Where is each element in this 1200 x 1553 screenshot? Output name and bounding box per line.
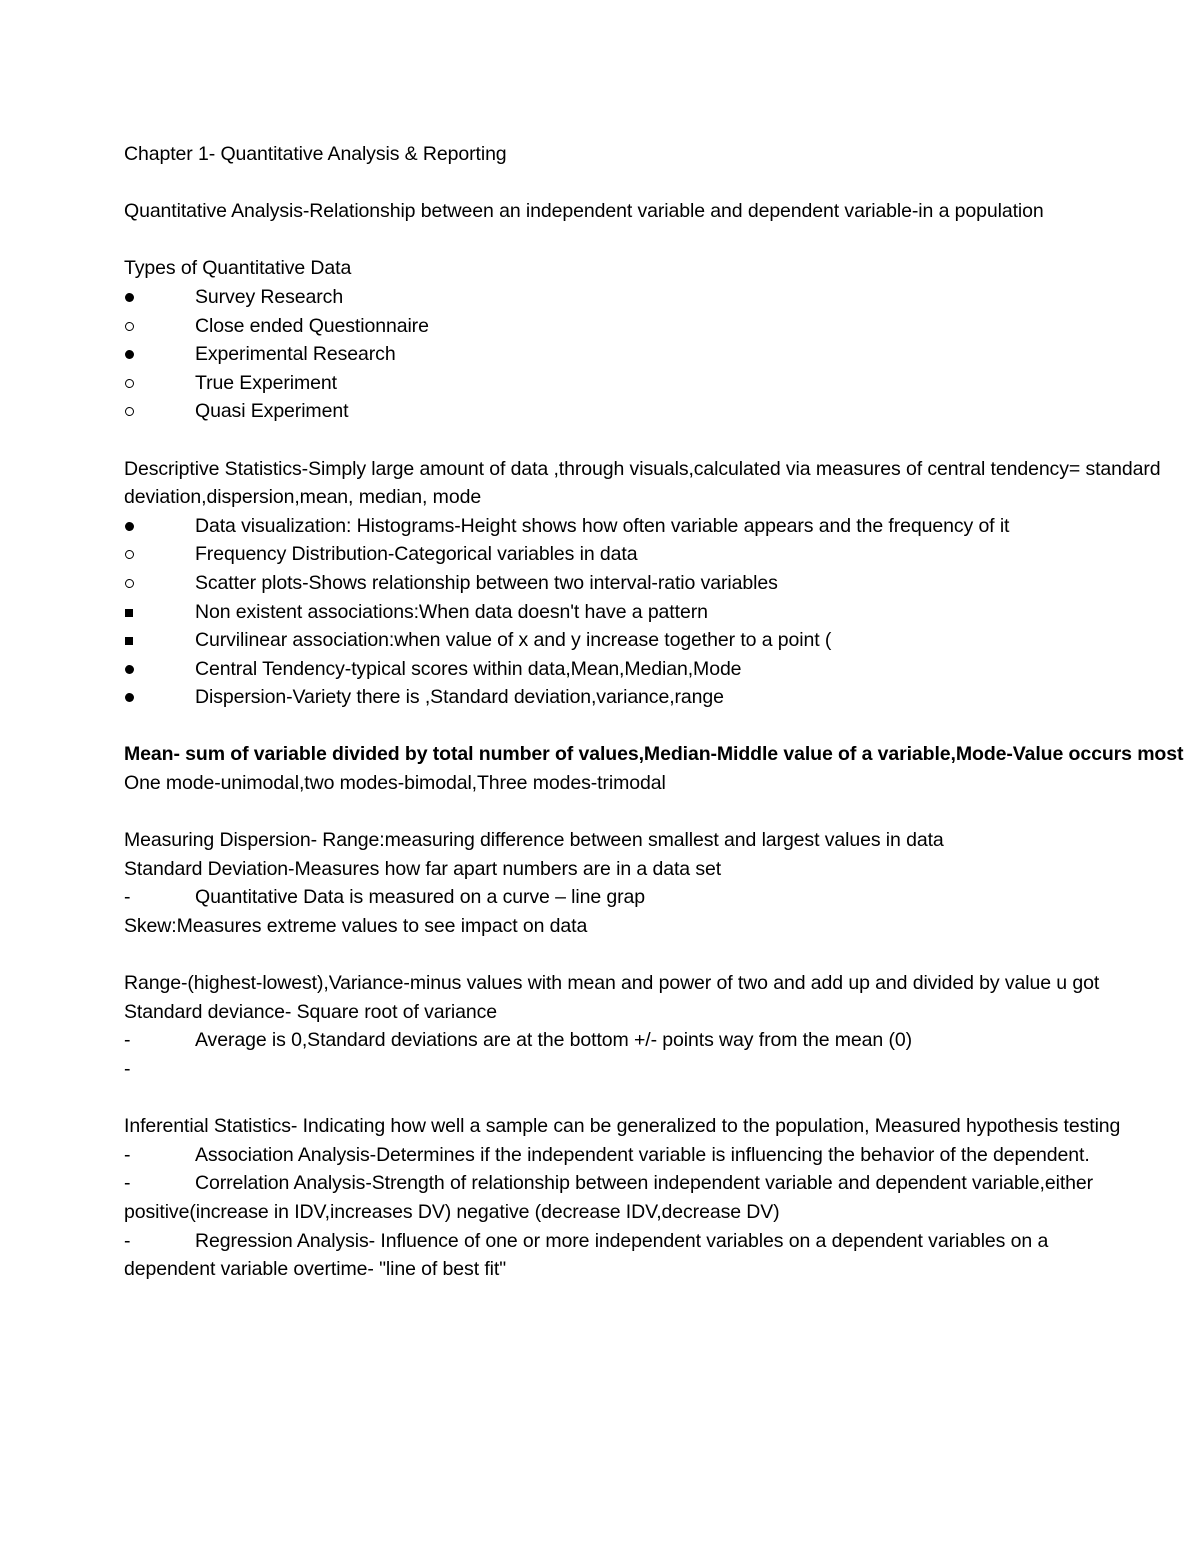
bullet-circle-icon — [124, 312, 144, 341]
list-item: - Correlation Analysis-Strength of relationship between independent variable and dependent variable,either — [124, 1169, 1200, 1198]
spacer — [124, 941, 1200, 970]
chapter-title: Chapter 1- Quantitative Analysis & Reporting — [124, 143, 507, 165]
bullet-circle-icon — [124, 369, 144, 398]
bullet-square-icon — [124, 598, 144, 627]
dash-marker — [124, 1026, 144, 1055]
bullet-disc-icon — [124, 283, 144, 312]
types-heading: Types of Quantitative Data — [124, 257, 352, 280]
standard-deviation-line: Standard Deviation-Measures how far apart numbers are in a data set — [124, 857, 722, 880]
list-item: Data visualization: Histograms-Height shows how often variable appears and the frequency of it — [124, 512, 1200, 541]
inferential-statistics-paragraph: Inferential Statistics- Indicating how well a sample can be generalized to the population, Measured hypothesis testing — [124, 1115, 1121, 1138]
list-item: Scatter plots-Shows relationship between two interval-ratio variables — [124, 569, 1200, 598]
list-item: Close ended Questionnaire — [124, 312, 1200, 341]
list-item: Dispersion-Variety there is ,Standard deviation,variance,range — [124, 683, 1200, 712]
measuring-dispersion-line: Measuring Dispersion- Range:measuring difference between smallest and largest values in data — [124, 829, 944, 852]
list-item: Frequency Distribution-Categorical variables in data — [124, 540, 1200, 569]
list-item: True Experiment — [124, 369, 1200, 398]
bullet-circle-icon — [124, 540, 144, 569]
dash-marker — [124, 1055, 144, 1084]
spacer — [124, 169, 1200, 198]
descriptive-statistics-paragraph: Descriptive Statistics-Simply large amount of data ,through visuals,calculated via measures of central tendency= standard deviation,dispersion,mean, median, mode — [124, 457, 1161, 509]
modes-line: One mode-unimodal,two modes-bimodal,Three modes-trimodal — [124, 772, 666, 795]
list-item: Experimental Research — [124, 340, 1200, 369]
list-item: Curvilinear association:when value of x and y increase together to a point ( — [124, 626, 1200, 655]
document-body — [124, 140, 1200, 1284]
dash-marker — [124, 1169, 144, 1198]
bullet-disc-icon — [124, 340, 144, 369]
bullet-disc-icon — [124, 655, 144, 684]
list-item: - Quantitative Data is measured on a curve – line grap — [124, 883, 1200, 912]
dash-marker — [124, 1227, 144, 1256]
spacer — [124, 1084, 1200, 1113]
standard-deviance-line: Standard deviance- Square root of variance — [124, 1000, 498, 1023]
bullet-disc-icon — [124, 683, 144, 712]
bullet-square-icon — [124, 626, 144, 655]
mean-median-mode-bold: Mean- sum of variable divided by total number of values,Median-Middle value of a variable,Mode-Value occurs most — [124, 743, 1184, 766]
spacer — [124, 426, 1200, 455]
spacer — [124, 712, 1200, 741]
bullet-disc-icon — [124, 512, 144, 541]
list-item: Non existent associations:When data doesn't have a pattern — [124, 598, 1200, 627]
list-item: - Average is 0,Standard deviations are at the bottom +/- points way from the mean (0) — [124, 1026, 1200, 1055]
list-item: - Association Analysis-Determines if the independent variable is influencing the behavior of the dependent. — [124, 1141, 1200, 1170]
correlation-continuation: positive(increase in IDV,increases DV) negative (decrease IDV,decrease DV) — [124, 1200, 780, 1223]
spacer — [124, 798, 1200, 827]
list-item: Survey Research — [124, 283, 1200, 312]
regression-continuation: dependent variable overtime- "line of best fit" — [124, 1258, 507, 1281]
dash-marker — [124, 1141, 144, 1170]
spacer — [124, 226, 1200, 255]
skew-line: Skew:Measures extreme values to see impact on data — [124, 915, 588, 938]
spacer — [124, 1055, 1200, 1084]
list-item: - Regression Analysis- Influence of one or more independent variables on a dependent variables on a — [124, 1227, 1200, 1256]
range-variance-paragraph: Range-(highest-lowest),Variance-minus values with mean and power of two and add up and divided by value u got — [124, 972, 1100, 995]
list-item: Quasi Experiment — [124, 397, 1200, 426]
list-item: Central Tendency-typical scores within data,Mean,Median,Mode — [124, 655, 1200, 684]
bullet-circle-icon — [124, 569, 144, 598]
quantitative-analysis-definition: Quantitative Analysis-Relationship between an independent variable and dependent variable-in a population — [124, 200, 1044, 223]
dash-marker — [124, 883, 144, 912]
bullet-circle-icon — [124, 397, 144, 426]
